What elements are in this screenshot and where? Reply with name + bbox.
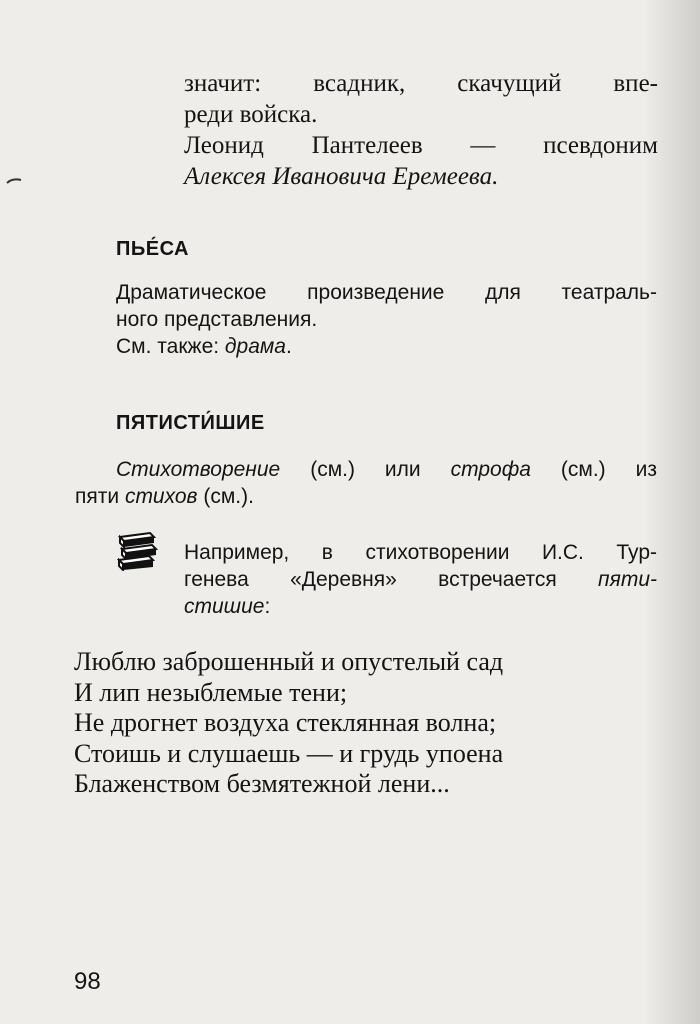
entry-title-piesa: ПЬЕ́СА — [116, 238, 189, 260]
piesa-see-also: См. также: драма. — [116, 335, 292, 358]
intro-line-4: Алексея Ивановича Еремеева. — [184, 163, 499, 190]
poem-line: Стоишь и слушаешь — и грудь упоена — [74, 738, 504, 768]
poem-line: Люблю заброшенный и опустелый сад — [74, 647, 504, 676]
entry-definition-pyatistishie — [116, 456, 657, 483]
pyat-def-line-2-wrap — [75, 483, 657, 510]
intro-text — [184, 68, 658, 130]
example-line-1: Например, в стихотворении И.С. Тур- — [184, 541, 657, 564]
page-number: 98 — [74, 968, 101, 995]
pyat-def-line-1: Стихотворение (см.) или строфа (см.) из — [116, 458, 657, 481]
example-line-3: стишие: — [184, 595, 271, 618]
pyat-def-line-2: пяти стихов (см.). — [75, 485, 254, 508]
example-line-2: генева «Деревня» встречается пяти- — [184, 568, 657, 591]
pseudonym-text — [184, 130, 658, 192]
poem-line: Блаженством безмятежной лени... — [74, 769, 450, 798]
piesa-def-line-1: Драматическое произведение для театраль- — [116, 281, 657, 304]
poem — [74, 647, 664, 800]
poem-line: Не дрогнет воздуха стеклянная волна; — [74, 708, 497, 737]
intro-line-3: Леонид Пантелеев — псевдоним — [184, 132, 658, 159]
entry-definition-piesa — [116, 279, 657, 360]
poem-line: И лип незыблемые тени; — [74, 677, 348, 707]
book-stack-icon — [116, 531, 158, 571]
entry-title-pyatistishie: ПЯТИСТИ́ШИЕ — [116, 412, 265, 434]
intro-line-2: реди войска. — [184, 101, 318, 128]
piesa-def-line-2: ного представления. — [116, 308, 318, 331]
margin-mark-icon — [6, 172, 22, 180]
see-also-term: драма — [224, 335, 286, 358]
intro-line-1: значит: всадник, скачущий впе- — [184, 70, 658, 97]
example-text — [184, 539, 657, 620]
